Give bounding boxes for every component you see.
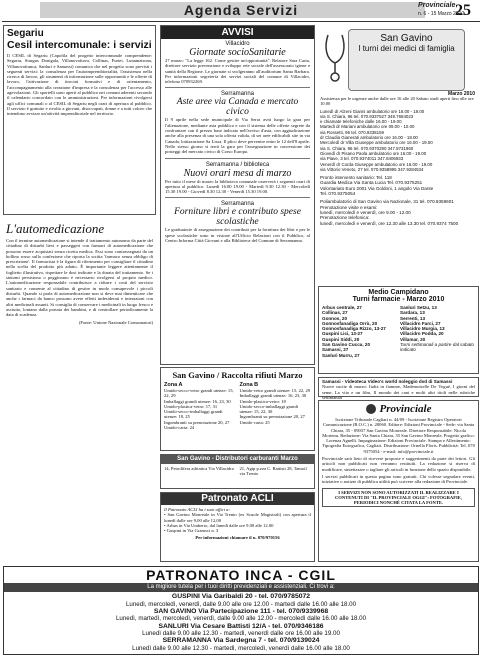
medico-line: Venerdì dr Corda Giuseppe ambulatorio ore 16.00 - 19.00 [320, 161, 433, 167]
medico-line: Giovedì dr Pisano Paola ambulatorio ore 16.00 - 19.00 [320, 150, 427, 156]
acli-footer: Per informazioni chiamare il n. 070/970156 [195, 535, 280, 541]
zone-a-label: Zona A [164, 382, 183, 388]
zone-b-line: Imballaggi grandi utenze: 16, 23, 30 [239, 393, 307, 399]
farmacia-item: Villamar, 20 [400, 336, 426, 342]
acli-line-text: Arbus in Via Umberto, dal lunedì dalle ore 9.00 alle 12.00 [166, 522, 274, 528]
acli-line-text: San Gavino Monreale in Via Trento (ex Scuole Magistrali) con apertura il lunedì dalle ore 9,00 alle 12,00 [164, 512, 311, 523]
acli-line: • Guspini in Via Gramsci n. 3 [164, 528, 219, 534]
serramanna-place: Serramanna [220, 91, 255, 98]
biblioteca-title: Nuovi orari mesa di marzo [183, 167, 292, 179]
medici-badge-title: San Gavino [380, 33, 433, 44]
acli-intro: Il Patronato ACLI ha i suoi uffici a: [164, 507, 230, 512]
divider [165, 158, 310, 159]
medico-line: dr Claudia Gianerati ambulatorio ore 16.00 - 18.00 [320, 135, 418, 141]
automedicazione-body: Con il termine automedicazione si intende il trattamento autonomo da parte del cittadino di disturbi lievi e passeggeri con farmaci di automedicazione che possono essere acquistati senza ricetta medica. Essi sono contrassegnati da un bollino rosso sulla confezione che riporta la scritta 'farmaco senza obbligo di prescrizione'. Il farmacista è la figura di riferimento per consigliare il cittadino nella scelta del prodotto più adatto. È importante leggere attentamente il foglietto illustrativo, rispettare le dosi indicate e la durata del trattamento. Se i sintomi persistono o peggiorano è necessario rivolgersi al proprio medico. L'automedicazione responsabile contribuisce a ridurre i costi del servizio sanitario e consente al cittadino di gestire in modo consapevole i piccoli disturbi. Quando si parla di automedicazione non si deve mai dimenticare che anche i farmaci da banco possono avere effetti indesiderati e interazioni con altri medicinali assunti. Si consiglia di conservare i medicinali in luogo fresco e asciutto, lontano dalla portata dei bambini, e di controllare periodicamente la data di scadenza. [6, 238, 153, 318]
avvisi-header: AVVISI [161, 26, 314, 39]
automedicazione-article [3, 218, 156, 556]
farmacia-item: Sardara, 13 [400, 310, 425, 316]
medici-intro: Assistenza per le urgenze anche dalle ore 16 alle 20 Sabato studi aperti fino alle ore 10.00 [320, 96, 474, 107]
farmacia-item: Villacidro Farci, 27 [400, 320, 441, 326]
editore-logo-row [322, 403, 475, 415]
forniture-title: Forniture libri e contributo spese scolastiche [174, 207, 301, 228]
farmacia-item: Gonnosfanadiga Rizzo, 13-27 [322, 326, 386, 332]
automedicazione-source: (Fonte: Unione Nazionale Consumatori) [78, 320, 153, 326]
automedicazione-title: L'automedicazione [6, 221, 105, 236]
farmacia-item: Guspini Siddi, 20 [322, 336, 360, 342]
segariu-title: Cesil intercomunale: i servizi [7, 39, 152, 51]
medici-badge [348, 29, 465, 91]
acli-line: • San Gavino Monreale in Via Trento (ex Scuole Magistrali) con apertura il lunedì dalle ore 9,00 alle 12,00 [164, 512, 311, 523]
zone-a-line: Imballaggi grandi utenze: 16, 23, 30 [164, 398, 231, 404]
stethoscope-icon [322, 33, 348, 83]
volontari-line: Tel. 070.9375054 [320, 191, 356, 197]
header-rule [2, 21, 480, 22]
farmacie-box [318, 286, 479, 374]
videoteca-box [318, 377, 479, 400]
farmacia-item: Sanluri Murru, 27 [322, 352, 360, 358]
medici-month: Marzo 2010 [448, 91, 475, 97]
inca-office: GUSPINI Via Garibaldi 20 - tel. 070/9785072 [171, 593, 311, 600]
carburanti-box [160, 454, 315, 489]
farmacia-item: Villacidro Murgia, 13 [400, 326, 445, 332]
inca-office: SANLURI Via Cesare Battisti 12/A - tel. 070/9346186 [158, 622, 324, 630]
segariu-article [3, 25, 156, 215]
poli-line: Poliambulatorio di San Gavino via Nazionale, 31 tel. 070.9359601 [320, 199, 454, 205]
inca-hours: Lunedì dalle 9.00 alle 12.30 - martedì, venerdì dalle ore 16.00 alle 19.00 [142, 630, 340, 638]
farmacia-item: Samassi, 27 [322, 347, 349, 353]
divider [165, 197, 310, 198]
poli-line: lunedì, mercoledì e venerdì, ore 12.30 alle 13.30 tel. 070.9374 7500 [320, 220, 459, 226]
zone-b [240, 382, 312, 430]
masthead-logo: Provinciale [418, 2, 456, 9]
zone-b-line: Umido-carta: 25 [239, 419, 270, 425]
farmacia-item: Gonnosfanadiga Orrù, 20 [322, 320, 378, 326]
editore-body: Iscrizione Tribunale Cagliari n. 44/09 - Iscrizione Registro Operatori Comunicazione (R.O.C.) n. 20060. Editore: Edizioni Provinciale - Sede: via Santa Chiara, 35 - 09037 San Gavino Monreale. Direttore Responsabile: Nicola Mortenu. Redazione: Via Santa Chiara, 35 San Gavino Monreale. Progetto grafico: Lorenza Agnelli. Impaginazione: Edizioni Provinciale. Stampa e Allestimento: Tipografia Eurografica, Cagliari. Distribuzione: Ornella Floris. Pubblicità: Tel. 070 9375054 - e-mail: info@provinciale.it [322, 417, 475, 454]
section-title: Agenda Servizi [183, 2, 299, 18]
inca-offices [4, 592, 478, 653]
videoteca-body: Nuove uscite di marzo: Italia in fiamme, Mademoiselle De Vogué, I giorni del seme, La vita e un film, Il mondo dei cani e molti altri titoli nelle rubriche settimanali [322, 384, 475, 400]
carburanti-left: 14, Petrolifera adriatica Via Villacidro [164, 466, 235, 471]
farmacia-item: Villacidro Podda, 20 [400, 331, 444, 337]
farmacia-item: Serrenti, 13 [400, 315, 426, 321]
farmacie-note: Turni settimanali a partire dal sabato indicato [400, 342, 474, 353]
zone-a-line: Umido-plastica-vetro: 17, 31 [164, 403, 218, 409]
editore-footer: Provinciale sarà lieto di ricevere proposte e suggerimenti da parte dei lettori. Gli articoli non pubblicati non verranno restituiti. La redazione si riserva di modificare, sintetizzare o tagliare gli articoli in funzione dello spazio disponibile. [322, 456, 475, 472]
medico-line: via S. Chiara, 96 tel. 070.9370290 347.8731960 [320, 145, 414, 151]
zone-b-label: Zona B [239, 382, 259, 388]
issue-date: n. 6 - 15 Marzo 2010 [418, 11, 465, 17]
medico-line: via S. Chiara, 96 tel. 070.9337527 349.7684023 [320, 113, 414, 119]
inca-office: SAN GAVINO Via Partecipazione 111 - tel. 070/9339968 [153, 607, 329, 615]
farmacie-title: Medio Campidano [368, 289, 429, 296]
farmacia-item: Arbus centrale, 27 [322, 305, 362, 310]
segariu-body: Il CESIL di Segariu (Capofila del progetto intercomunale comprendente: Segariu, Siurgus Donigala, Villanovaforru, Collinas, Furtei, Lunamatrona, Villanovafranca, Sanluri e Samassi) comunica che nel progetto sono previsti i seguenti servizi: la consulenza per l'autoimprenditorialità, l'assistenza nella ricerca di lavoro, gli strumenti di informazione sulle opportunità e le offerte di lavoro, l'attivazione di tirocini formativi e di orientamento, l'accompagnamento alla creazione d'impresa e la consulenza per l'accesso alle agevolazioni. Gli sportelli sono aperti al pubblico nei comuni aderenti secondo il calendario concordato con le amministrazioni. Per informazioni rivolgersi agli uffici comunali o al CESIL di Segariu negli orari di apertura al pubblico. Il servizio è gratuito e rivolto a giovani, disoccupati, donne e a tutti coloro che intendono avviare un'attività imprenditoriale nel territorio. [7, 53, 152, 117]
poli-line: Prenotazione telefonica: [320, 215, 370, 221]
guardia-line: Pronto intervento sanitario: Tel. 118 [320, 175, 392, 181]
zone-b-line: Umido-vetro grandi utenze: 15, 22, 29 [239, 388, 311, 393]
acli-line-text: Guspini in Via Gramsci n. 3 [166, 528, 219, 534]
farmacia-item: Collinas, 27 [322, 310, 348, 316]
medico-line: via Piave, 3 tel. 070.9374011 347.8406933 [320, 156, 404, 162]
biblioteca-place: Serramanna / biblioteca [205, 161, 270, 168]
villacidro-title: Giornate socioSanitarie [189, 47, 286, 58]
poli-line: Prenotazione visite e esami: [320, 204, 378, 210]
zone-a-line: Umido-secco-imballaggi grandi utenze: 18, 25 [164, 409, 223, 420]
medico-line: Mercoledì dr Villa Giuseppe ambulatorio ore 16.00 - 19.00 [320, 140, 433, 146]
zone-b-line: Umido-plastica-vetro: 18 [239, 398, 286, 404]
inca-hours: Lunedì, martedì, mercoledì, venerdì, dalle 9.00 alle 12.00 - mercoledì dalle 16.00 alle 18.00 [115, 615, 367, 623]
provinciale-logo: Provinciale [379, 403, 432, 415]
serramanna-body: Il 9 aprile nella sede municipale di Via Serra avrà luogo la gara per l'alienazione, mediante asta pubblica e con il sistema delle offerte segrete da confrontare con il prezzo base indicato nell'avviso d'asta, con aggiudicazione anche alla presenza di una sola offerta valida, di sei aree edificabili site in via Canada, lottizzazione Sa Lissa. Il plico deve pervenire entro le 12 dell'8 aprile. Nello stesso giorno si terrà la gara per l'assegnazione in concessione dei posteggi del mercato civico di Corso Europa. [165, 117, 310, 155]
villacidro-place: Villacidro [225, 41, 250, 47]
zone-a [164, 382, 236, 430]
divider [165, 87, 310, 88]
poli-line: lunedì, mercoledì e venerdì, ore 9.00 - 12.00 [320, 209, 411, 215]
zone-a-line: Umido-carta: 24 [164, 425, 195, 431]
farmacia-item: Gonnos, 20 [322, 315, 348, 321]
medico-line: via Rossetti, 96 tel. 070.9338159 [320, 129, 384, 135]
medico-line: Martedì dr Mariani ambulatorio ore 09.00 - 10.00 [320, 124, 415, 130]
carburanti-header: San Gavino - Distributori carburanti Marzo [161, 455, 314, 464]
zone-a-line: Umido-secco-vetro grandi utenze: 15, 22, 29 [164, 388, 234, 399]
forniture-body: Le graduatorie di assegnazione dei contributi per la fornitura dei libri e per le spese scolastiche sono in visione all'Ufficio Relazioni con il Pubblico, al Centro Informa Città Giovani e alla Biblioteca del Comune di Serramanna. [165, 227, 310, 244]
raccolta-title: San Gavino / Raccolta rifiuti Marzo [172, 370, 303, 380]
medico-line: via Vittorio Veneto, 27 tel. 070.9358995 347.9284534 [320, 166, 424, 172]
medico-line: e chiamate telefoniche dalle 16.00 - 19.00 [320, 119, 402, 125]
guardia-line: Guardia Medica Via Santa Lucia Tel. 070.9375251 [320, 180, 423, 186]
forniture-place: Serramanna [220, 201, 255, 208]
farmacia-item: San Gavino Cucca, 20 [322, 342, 370, 348]
videoteca-title: Samassi - Videoteca Video's world noleggio dvd di Samassi [322, 379, 453, 384]
villacidro-body: 27 marzo: "La legge 162. Come gestire un'opportunità". Relatore Sara Carta, direttore servizio prevenzione e sviluppo rete sociale dell'assessorato igiene e sanità della Regione. Le giornate si svolgeranno all'auditorium Santa Barbara. Per informazioni segreteria dei servizi sociali del comune di Villacidro, telefono 070932269. [165, 58, 310, 85]
inca-hours: Lunedì dalle 9.00 alle 12.30 - martedì, mercoledì, venerdì dalle 16.00 alle 18.00 [132, 644, 350, 652]
acli-box [160, 492, 315, 562]
inca-header: PATRONATO INCA - CGIL [4, 567, 478, 583]
serramanna-title: Aste aree via Canada e mercato civico [176, 97, 299, 118]
medici-list [320, 96, 478, 281]
inca-office: SERRAMANNA Via Sardegna 7 - tel. 070/9139024 [162, 637, 320, 645]
volontari-line: Volontariato Euro 2001 Via Goldoni, 1 angolo Via Dante [320, 185, 434, 191]
zone-b-line: Ingombranti su prenotazione 20, 27 [239, 414, 305, 420]
raccolta-rifiuti-box [160, 367, 315, 451]
zone-a-line: Ingombranti su prenotazione 20, 27 [164, 419, 230, 425]
biblioteca-body: Per tutto il mese di marzo la biblioteca comunale osserverà i seguenti orari di apertura al pubblico: Lunedì 16.00 19.00 - Martedì 9.30 12.30 - Mercoledì 15.30 19.00 - Giovedì 8.30 12.30 - Venerdì 15.30 19.00. [165, 178, 310, 195]
farmacie-subtitle: Turni farmacie - Marzo 2010 [352, 296, 445, 303]
carburanti-right: 21, Agip p.zza C. Battisti 28, Tamoil via Trento [239, 466, 307, 477]
editore-box [318, 400, 479, 562]
avvisi-box [160, 25, 315, 365]
inca-hours: Lunedì, mercoledì, venerdì, dalle 9.00 alle ore 12.00 - martedì dalle 16.00 alle 18.00 [125, 600, 357, 608]
farmacie-col-left [322, 305, 397, 358]
zone-b-line: Umido-secco-imballaggi grandi utenze: 15, 22, 30 [239, 403, 299, 415]
page-number: 25 [455, 2, 471, 19]
acli-header: Patronato ACLI [161, 493, 314, 505]
farmacia-item: Sanluri Setzu, 13 [400, 305, 437, 310]
page-header [0, 0, 482, 20]
medici-badge-sub: I turni dei medici di famiglia [358, 44, 455, 53]
editore-ad: I servizi pubblicati in questa pagina sono gratuiti. Chi volesse segnalare eventi, iniziative o notizie di pubblica utilità può scrivere alla redazione di Provinciale. [322, 473, 475, 485]
inca-box [3, 566, 479, 655]
provinciale-logo-icon [366, 404, 376, 414]
segariu-place: Segariu [7, 28, 44, 39]
farmacie-col-right [400, 305, 475, 358]
medico-line: Lunedì dr Alzeni Gianni ambulatorio ore 16.00 - 18.00 [320, 108, 425, 114]
farmacia-item: Guspini Lici, 13-27 [322, 331, 363, 337]
inca-subheader: La migliore tutela per i tuoi diritti previdenziali e assistenziali. Ci trovi a: [4, 583, 478, 592]
editore-notice: I SERVIZI NON SONO AUTORIZZATI IL REALIZZARE I CONTENUTI DI "IL PROVINCIALE OGGI": FOTOGRAFIE, PERIODICI NONCHÉ CITATA LA FONTE. [322, 488, 475, 508]
acli-line: • Arbus in Via Umberto, dal lunedì dalle ore 9.00 alle 12.00 [164, 522, 274, 528]
